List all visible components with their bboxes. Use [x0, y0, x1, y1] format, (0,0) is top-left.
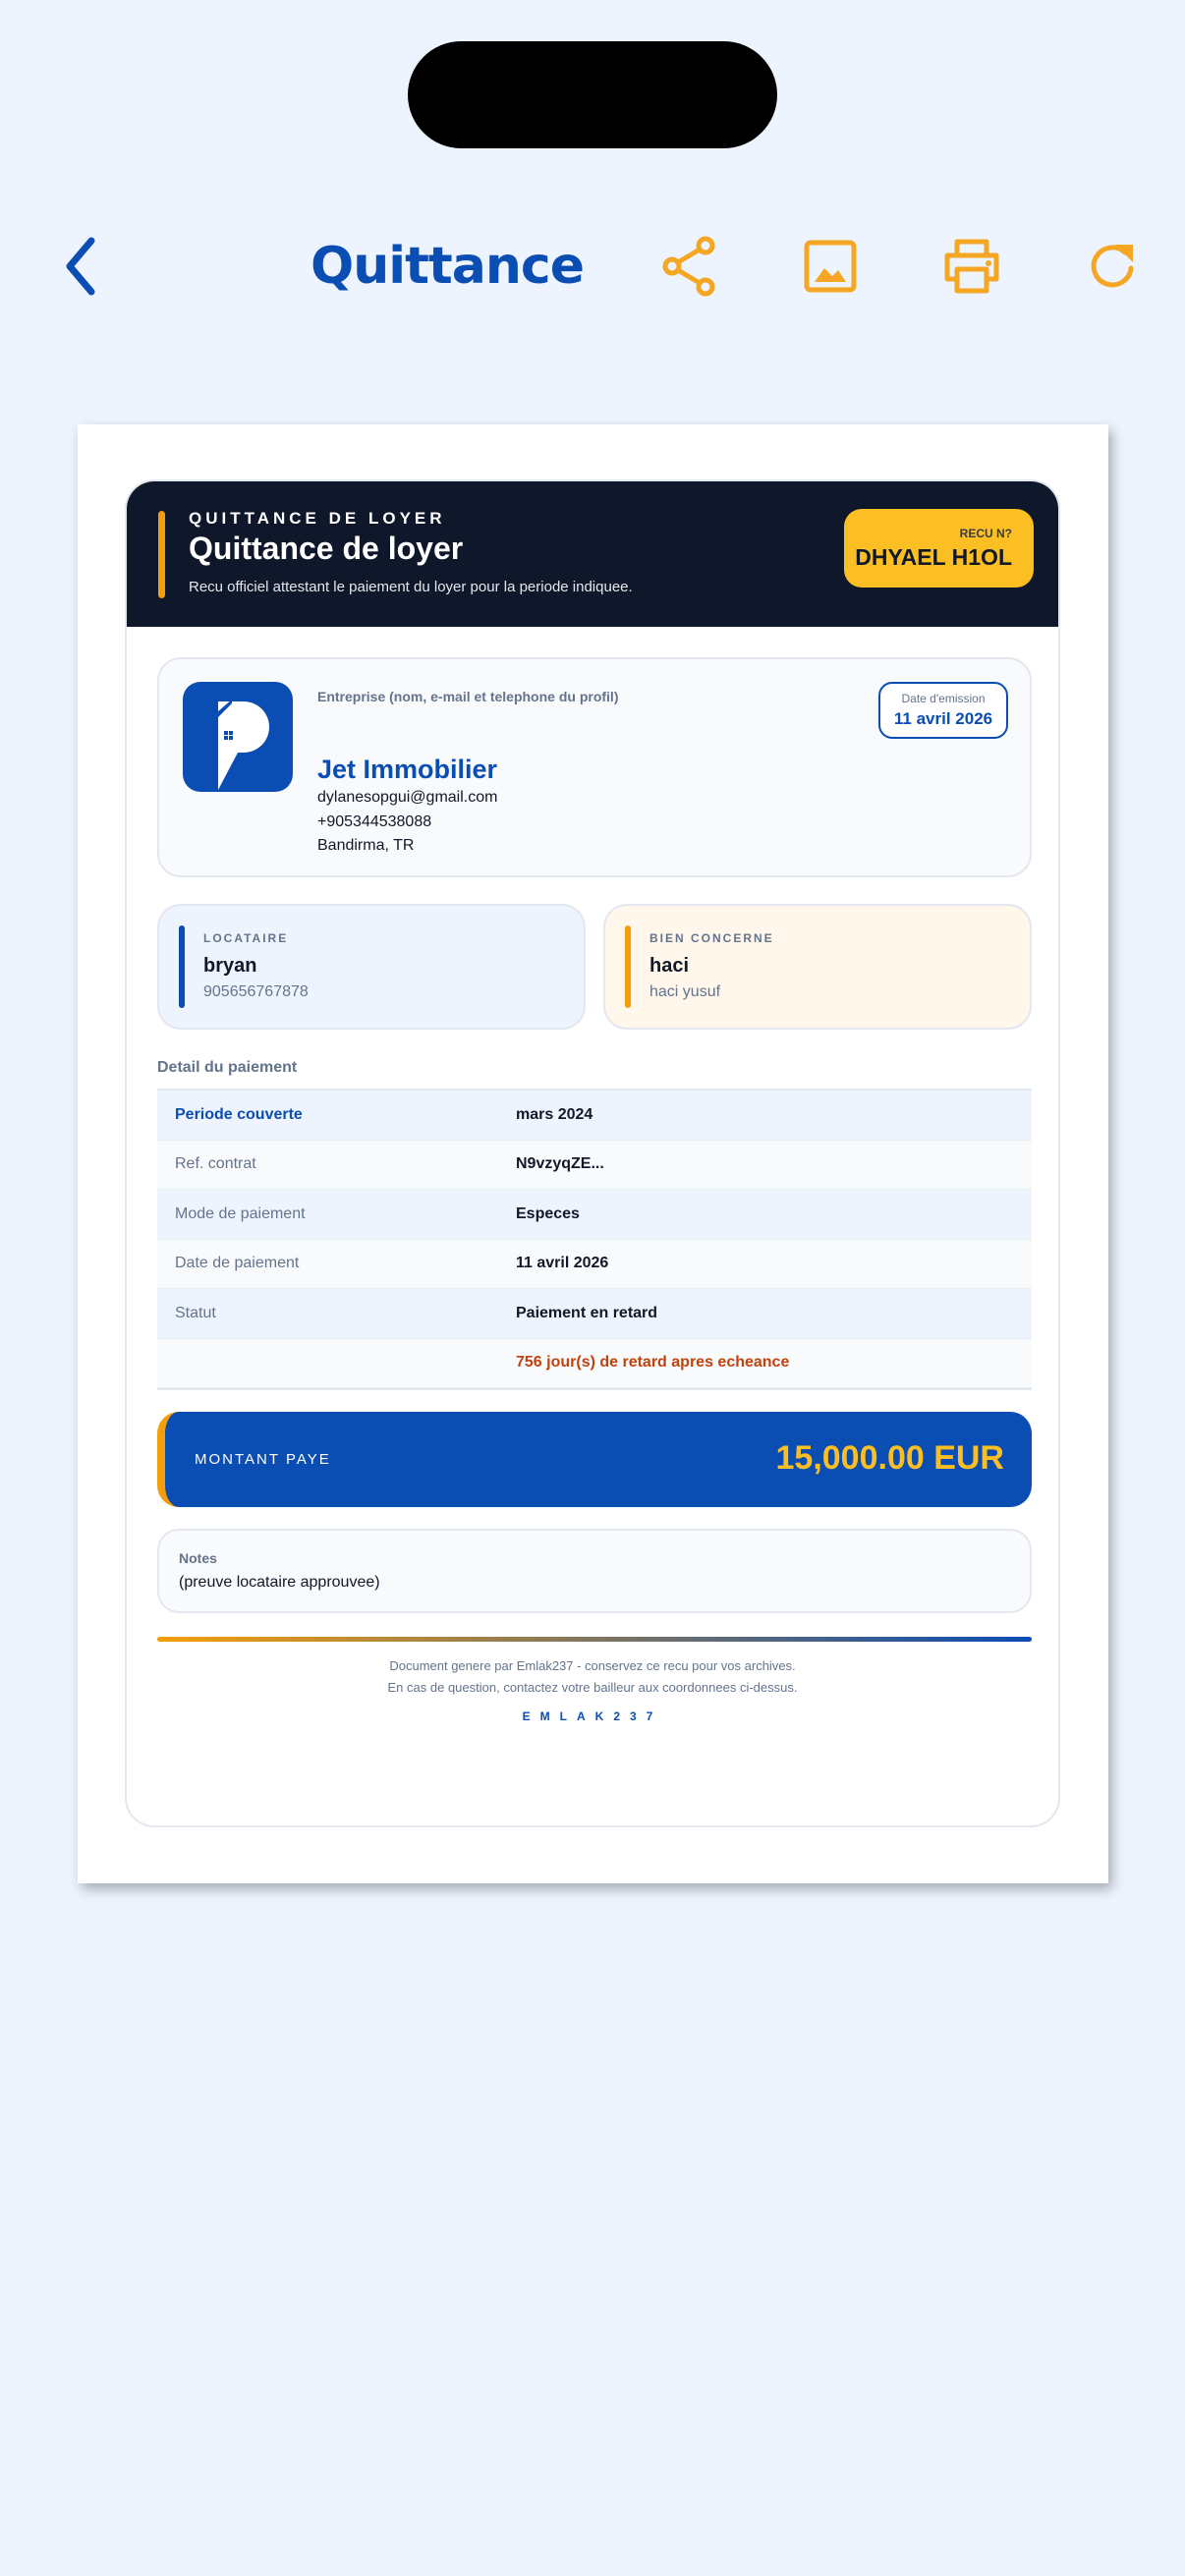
company-phone: +905344538088: [317, 813, 432, 830]
late-days-value: 756 jour(s) de retard apres echeance: [516, 1354, 790, 1372]
property-name: haci: [649, 955, 690, 977]
table-row: [157, 1091, 1032, 1141]
row-label: Date de paiement: [175, 1255, 300, 1272]
tenant-name: bryan: [203, 955, 257, 977]
share-button[interactable]: [655, 232, 724, 301]
header-kicker: QUITTANCE DE LOYER: [189, 509, 446, 528]
property-detail: haci yusuf: [649, 983, 721, 1000]
tenant-label: LOCATAIRE: [203, 931, 289, 945]
tenant-card: [157, 904, 586, 1030]
amount-paid-box: [157, 1412, 1032, 1507]
notes-box: [157, 1529, 1032, 1613]
property-card: [603, 904, 1032, 1030]
print-button[interactable]: [937, 232, 1006, 301]
row-label: Periode couverte: [175, 1105, 303, 1123]
table-row: [157, 1240, 1032, 1290]
property-label: BIEN CONCERNE: [649, 931, 774, 945]
row-label: Ref. contrat: [175, 1155, 256, 1173]
payment-detail-table: [157, 1089, 1032, 1390]
back-button[interactable]: [47, 232, 116, 301]
property-accent-bar: [625, 925, 631, 1008]
row-value: Paiement en retard: [516, 1304, 658, 1321]
tenant-phone: 905656767878: [203, 983, 309, 1000]
amount-value: 15,000.00 EUR: [775, 1439, 1004, 1477]
company-address: Bandirma, TR: [317, 837, 415, 854]
row-value: Especes: [516, 1204, 580, 1222]
issue-date: 11 avril 2026: [893, 709, 993, 728]
refresh-button[interactable]: [1079, 232, 1148, 301]
print-icon: [941, 238, 1002, 295]
accent-bar: [158, 511, 165, 598]
refresh-icon: [1086, 239, 1141, 294]
back-icon: [62, 237, 101, 296]
company-card: [157, 657, 1032, 877]
table-row: [157, 1339, 1032, 1389]
payment-detail-title: Detail du paiement: [157, 1059, 298, 1076]
table-row: [157, 1141, 1032, 1191]
footer-brand: EMLAK237: [522, 1709, 663, 1723]
row-label: Mode de paiement: [175, 1204, 306, 1222]
company-logo: [183, 682, 293, 792]
row-value: N9vzyqZE...: [516, 1155, 604, 1173]
header-title: Quittance de loyer: [189, 531, 464, 566]
camera-notch: [408, 41, 777, 148]
receipt-number-badge: [844, 509, 1034, 588]
row-value: mars 2024: [516, 1105, 593, 1123]
receipt-number-label: RECU N?: [959, 527, 1012, 540]
table-row: [157, 1289, 1032, 1339]
share-icon: [660, 236, 719, 297]
footer-line-2: En cas de question, contactez votre bailleur aux coordonnees ci-dessus.: [387, 1680, 798, 1695]
footer-line-1: Document genere par Emlak237 - conservez ce recu pour vos archives.: [389, 1658, 796, 1673]
receipt-card: [125, 479, 1060, 1827]
row-label: Statut: [175, 1304, 216, 1321]
company-section-label: Entreprise (nom, e-mail et telephone du profil): [317, 689, 619, 704]
image-icon: [803, 239, 858, 294]
table-row: [157, 1190, 1032, 1240]
notes-value: (preuve locataire approuvee): [179, 1574, 380, 1591]
row-value: 11 avril 2026: [516, 1255, 609, 1272]
issue-date-box: [878, 682, 1008, 739]
amount-label: MONTANT PAYE: [195, 1451, 331, 1468]
notes-label: Notes: [179, 1550, 217, 1566]
tenant-accent-bar: [179, 925, 185, 1008]
image-button[interactable]: [796, 232, 865, 301]
issue-date-label: Date d'emission: [901, 692, 986, 705]
receipt-header: [127, 481, 1058, 627]
company-email: dylanesopgui@gmail.com: [317, 789, 498, 806]
company-name: Jet Immobilier: [317, 755, 498, 784]
receipt-number: DHYAEL H1OL: [855, 544, 1012, 570]
header-subtitle: Recu officiel attestant le paiement du loyer pour la periode indiquee.: [189, 579, 633, 595]
receipt-document: [78, 424, 1108, 1883]
gradient-divider: [157, 1637, 1032, 1642]
page-title: Quittance: [310, 237, 584, 296]
